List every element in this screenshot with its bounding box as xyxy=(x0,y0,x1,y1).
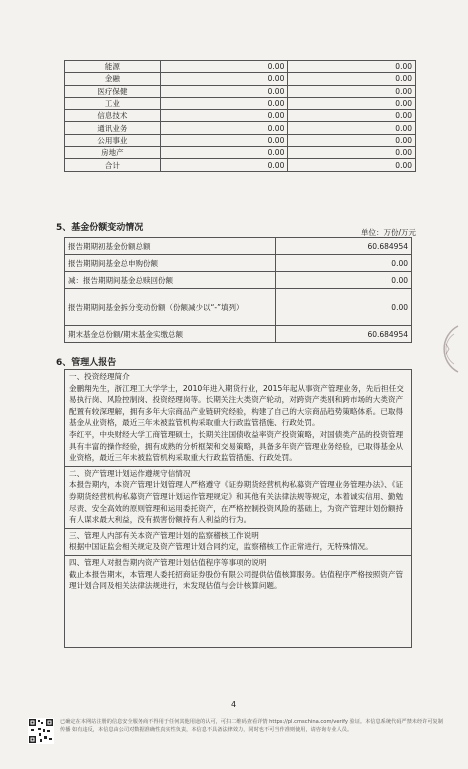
manager-report-section xyxy=(65,556,411,594)
share-value: 60.684954 xyxy=(276,238,412,255)
manager-report-section xyxy=(65,370,411,467)
share-row xyxy=(65,255,412,272)
section-paragraph: 李红平，中央财经大学工商管理硕士，长期关注国债收益率资产投资策略，对国债类产品的投资管理具有丰富的操作经验，拥有成熟的分析框架和交易策略，具备多年资产管理业务经验，已取得基金从业资格，最近三年未被监管机构采取重大行政监管措施、行政处罚。 xyxy=(69,429,404,463)
section-heading: 三、管理人内部有关本资产管理计划的监察稽核工作说明 xyxy=(69,530,259,540)
section-paragraph: 本报告期内，本资产管理计划管理人严格遵守《证券期货经营机构私募资产管理业务管理办法》、《证券期货经营机构私募资产管理计划运作管理规定》和其他有关法律法规等规定，本着诚实信用、勤勉尽责、安全高效的原则管理和运用委托资产，在严格控制投资风险的基础上，为资产管理计划份额持有人谋求最大利益，没有损害份额持有人利益的行为。 xyxy=(69,480,404,525)
seal-stamp-icon xyxy=(420,322,460,376)
industry-value: 0.00 xyxy=(160,134,288,146)
industry-row xyxy=(65,147,416,159)
share-value: 60.684954 xyxy=(276,326,412,343)
industry-value: 0.00 xyxy=(288,147,416,159)
share-label: 报告期期间基金总申购份额 xyxy=(65,255,276,272)
page-number: 4 xyxy=(231,700,237,709)
share-change-table xyxy=(64,237,412,343)
industry-row xyxy=(65,110,416,122)
industry-name: 合计 xyxy=(65,159,161,171)
industry-value: 0.00 xyxy=(160,147,288,159)
manager-report-section xyxy=(65,529,411,556)
industry-value: 0.00 xyxy=(160,110,288,122)
share-row xyxy=(65,326,412,343)
industry-row xyxy=(65,85,416,97)
industry-name: 医疗保健 xyxy=(65,85,161,97)
section-paragraph: 截止本报告期末，本管理人委托招商证券股份有限公司提供估值核算服务。估值程序严格按照资产管理计划合同及相关法律法规进行，未发现估值与会计核算问题。 xyxy=(69,569,404,591)
industry-value: 0.00 xyxy=(160,73,288,85)
share-row xyxy=(65,289,412,326)
industry-value: 0.00 xyxy=(288,110,416,122)
section-heading: 四、管理人对报告期内资产管理计划估值程序等事项的说明 xyxy=(69,557,267,567)
industry-value: 0.00 xyxy=(160,85,288,97)
share-label: 报告期期间基金拆分变动份额（份额减少以“-”填列） xyxy=(65,289,276,326)
section5-title: 5、基金份额变动情况 xyxy=(56,223,144,233)
industry-value: 0.00 xyxy=(288,122,416,134)
share-label: 报告期期初基金份额总额 xyxy=(65,238,276,255)
industry-name: 公用事业 xyxy=(65,134,161,146)
industry-row xyxy=(65,122,416,134)
industry-name: 通讯业务 xyxy=(65,122,161,134)
industry-name: 房地产 xyxy=(65,147,161,159)
section-paragraph: 金鹏翔先生，浙江理工大学学士，2010年进入期货行业，2015年起从事资产管理业务，先后担任交易执行岗、风险控制岗、投资经理岗等。长期关注大类资产轮动，对跨资产类别和跨市场的大类资产配置有较深理解，拥有多年大宗商品产业链研究经验，构建了自己的大宗商品趋势策略体系。已取得基金从业资格，最近三年未被监管机构采取重大行政监管措施、行政处罚。 xyxy=(69,383,404,428)
industry-value: 0.00 xyxy=(288,134,416,146)
section-heading: 二、资产管理计划运作遵规守信情况 xyxy=(69,468,191,478)
manager-report-section xyxy=(65,467,411,529)
industry-row xyxy=(65,73,416,85)
manager-report-box xyxy=(64,369,412,648)
share-row xyxy=(65,272,412,289)
unit-label: 单位：万份/万元 xyxy=(360,228,416,237)
industry-allocation-table xyxy=(64,60,416,172)
share-value: 0.00 xyxy=(276,255,412,272)
industry-value: 0.00 xyxy=(288,61,416,73)
share-value: 0.00 xyxy=(276,289,412,326)
industry-row xyxy=(65,61,416,73)
industry-value: 0.00 xyxy=(160,122,288,134)
industry-name: 工业 xyxy=(65,97,161,109)
industry-value: 0.00 xyxy=(288,73,416,85)
industry-value: 0.00 xyxy=(288,97,416,109)
industry-value: 0.00 xyxy=(288,85,416,97)
share-label: 期末基金总份额/期末基金实缴总额 xyxy=(65,326,276,343)
share-row xyxy=(65,238,412,255)
section6-title: 6、管理人报告 xyxy=(56,358,117,368)
footer xyxy=(28,716,448,748)
industry-name: 金融 xyxy=(65,73,161,85)
industry-row xyxy=(65,97,416,109)
industry-row xyxy=(65,134,416,146)
footer-disclaimer: 已确定在本网站注册的信息安全服务商不得用于任何其他用途的认可，可扫二维码查看详情 https://pl.cmschina.com/verify 验证。本信息系统代码严禁未经许可复制传播 如有违反，本信息由公司对数据准确性真实性负责，本信息不具备法律效力，同时也不可当作准则使用，请咨询专业人员。 xyxy=(60,719,443,733)
share-value: 0.00 xyxy=(276,272,412,289)
industry-value: 0.00 xyxy=(288,159,416,171)
share-label: 减：报告期期间基金总赎回份额 xyxy=(65,272,276,289)
industry-name: 能源 xyxy=(65,61,161,73)
industry-name: 信息技术 xyxy=(65,110,161,122)
industry-row xyxy=(65,159,416,171)
industry-value: 0.00 xyxy=(160,61,288,73)
qr-code-icon xyxy=(28,718,54,744)
section-heading: 一、投资经理简介 xyxy=(69,372,130,381)
industry-value: 0.00 xyxy=(160,97,288,109)
section-paragraph: 根据中国证监会相关规定及资产管理计划合同约定，监察稽核工作正常进行，无特殊情况。 xyxy=(69,542,373,552)
industry-value: 0.00 xyxy=(160,159,288,171)
